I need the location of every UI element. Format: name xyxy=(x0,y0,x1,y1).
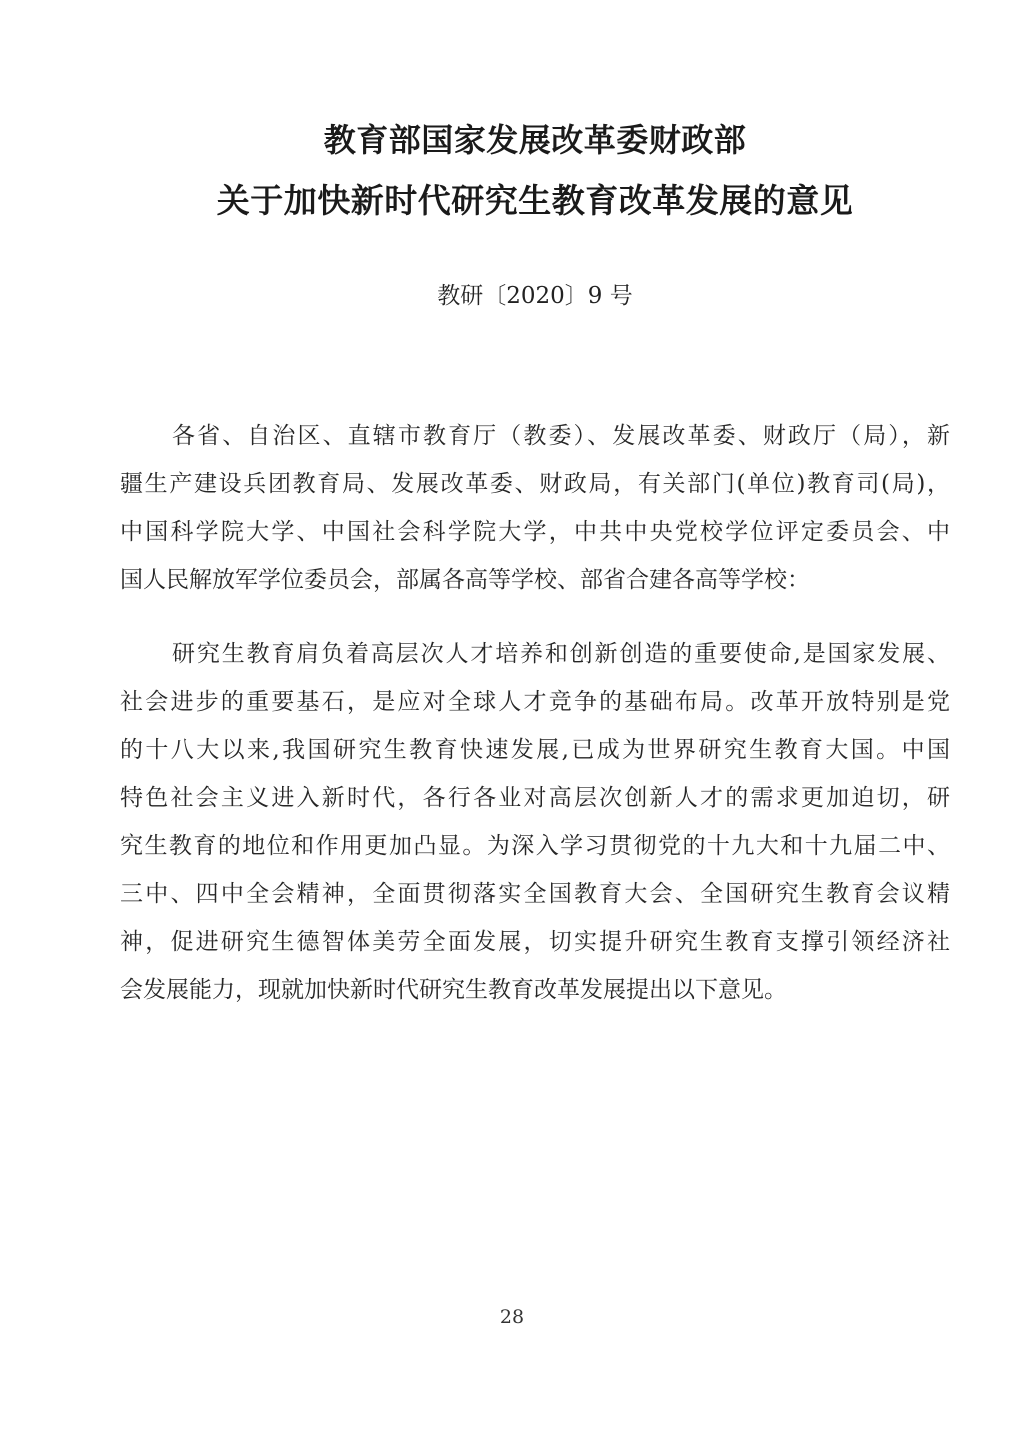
document-title-line1: 教育部国家发展改革委财政部 xyxy=(323,121,747,159)
paragraph xyxy=(120,412,950,604)
document-number: 教研〔2020〕9 号 xyxy=(437,283,633,309)
document-title-line2: 关于加快新时代研究生教育改革发展的意见 xyxy=(216,181,854,220)
paragraph xyxy=(120,630,950,1014)
body-text-line: 究生教育的地位和作用更加凸显。为深入学习贯彻党的十九大和十九届二中、 xyxy=(120,833,950,859)
body-text-line: 国人民解放军学位委员会，部属各高等学校、部省合建各高等学校： xyxy=(120,567,810,593)
body-text-line: 研究生教育肩负着高层次人才培养和创新创造的重要使命,是国家发展、 xyxy=(172,641,950,667)
body-text-line: 会发展能力，现就加快新时代研究生教育改革发展提出以下意见。 xyxy=(120,977,787,1003)
page-number: 28 xyxy=(499,1306,525,1328)
body-text-line: 三中、四中全会精神，全面贯彻落实全国教育大会、全国研究生教育会议精 xyxy=(120,881,950,907)
body-text-line: 特色社会主义进入新时代，各行各业对高层次创新人才的需求更加迫切，研 xyxy=(120,785,950,811)
body-text-line: 各省、自治区、直辖市教育厅（教委）、发展改革委、财政厅（局），新 xyxy=(172,423,950,449)
body-text-line: 的十八大以来,我国研究生教育快速发展,已成为世界研究生教育大国。中国 xyxy=(120,737,950,763)
body-text-line: 疆生产建设兵团教育局、发展改革委、财政局，有关部门(单位)教育司(局)， xyxy=(120,471,950,497)
document-body xyxy=(120,412,950,1014)
body-text-line: 神，促进研究生德智体美劳全面发展，切实提升研究生教育支撑引领经济社 xyxy=(120,929,950,955)
body-text-line: 中国科学院大学、中国社会科学院大学，中共中央党校学位评定委员会、中 xyxy=(120,519,950,545)
body-text-line: 社会进步的重要基石，是应对全球人才竞争的基础布局。改革开放特别是党 xyxy=(120,689,950,715)
